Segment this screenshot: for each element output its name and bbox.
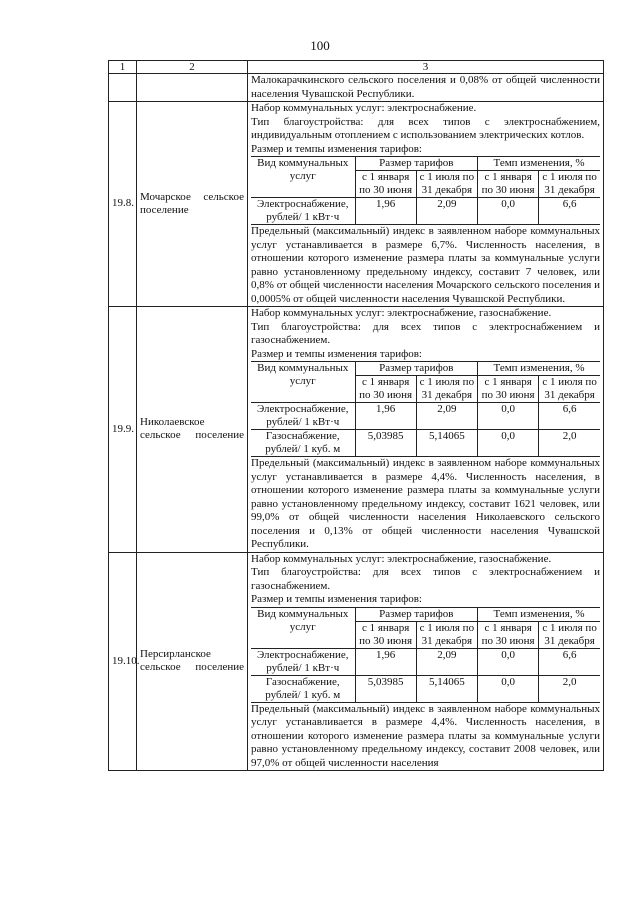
rate-value-jul: 2,0 [539,675,600,702]
settlement-name: Персирланское сельское поселение [137,552,248,771]
tariff-value-jan: 5,03985 [355,675,416,702]
index-note: Предельный (максимальный) индекс в заявленном наборе коммунальных услуг устанавливается в размере 4,4%. Численность населения, в отношении которого изменение размера платы за коммунальные услуги равно установленному предельному индексу, составит 1621 человек, или 99,0% от общей численности населения Николаевского сельского поселения и 0,13% от общей численности населения Чувашской Республики. [251,457,600,550]
tariff-head-jan: с 1 января по 30 июня [478,171,539,198]
tariff-value-jul: 5,14065 [416,430,477,457]
tariff-head-jan: с 1 января по 30 июня [478,621,539,648]
tariff-value-jul: 5,14065 [416,675,477,702]
tariff-head-rate: Темп изменения, % [478,157,601,171]
tariff-head-jan: с 1 января по 30 июня [355,621,416,648]
tariff-row [251,675,600,702]
tariff-service: Газоснабжение, рублей/ 1 куб. м [251,675,355,702]
tariff-value-jul: 2,09 [416,403,477,430]
rate-value-jul: 6,6 [539,648,600,675]
tariff-head-jul: с 1 июля по 31 декабря [416,621,477,648]
settlement-name: Николаевское сельское поселение [137,307,248,553]
table-row [109,102,604,307]
row-number: 19.10. [109,552,137,771]
continuation-text: Малокарачкинского сельского поселения и 0,08% от общей численности населения Чувашской Республики. [248,74,604,102]
rate-value-jul: 6,6 [539,198,600,225]
row-number: 19.8. [109,102,137,307]
tariff-table [251,607,600,703]
tariff-head-jul: с 1 июля по 31 декабря [539,621,600,648]
tariff-table [251,361,600,457]
page-number: 100 [310,38,330,53]
tariff-value-jan: 5,03985 [355,430,416,457]
rate-value-jan: 0,0 [478,648,539,675]
tariff-value-jan: 1,96 [355,648,416,675]
tariff-head-rate: Темп изменения, % [478,607,601,621]
tariff-table [251,156,600,225]
tariff-row [251,198,600,225]
tariff-head-service: Вид коммунальных услуг [251,157,355,198]
tariff-service: Газоснабжение, рублей/ 1 куб. м [251,430,355,457]
rate-value-jan: 0,0 [478,403,539,430]
tariff-head-size: Размер тарифов [355,362,478,376]
tariff-head-service: Вид коммунальных услуг [251,362,355,403]
tariff-head-size: Размер тарифов [355,157,478,171]
tariff-head-jul: с 1 июля по 31 декабря [416,171,477,198]
rate-value-jan: 0,0 [478,675,539,702]
tariff-row [251,648,600,675]
rate-value-jul: 6,6 [539,403,600,430]
row-content [248,307,604,553]
tariff-head-jul: с 1 июля по 31 декабря [539,376,600,403]
tariff-row [251,430,600,457]
tariff-head-jan: с 1 января по 30 июня [355,171,416,198]
rate-value-jan: 0,0 [478,198,539,225]
tariff-head-jul: с 1 июля по 31 декабря [539,171,600,198]
tariff-service: Электроснабжение, рублей/ 1 кВт·ч [251,403,355,430]
continuation-row [109,74,604,102]
index-note: Предельный (максимальный) индекс в заявленном наборе коммунальных услуг устанавливается в размере 4,4%. Численность населения, в отношении которого изменение размера платы за коммунальные услуги равно установленному предельному индексу, составит 2008 человек, или 97,0% от общей численности населения [251,702,600,769]
services-text: Набор коммунальных услуг: электроснабжение, газоснабжение. [251,307,552,319]
column-header-1: 1 [109,61,137,74]
improvement-text: Тип благоустройства: для всех типов с электроснабжением и газоснабжением. [251,320,600,346]
tariff-service: Электроснабжение, рублей/ 1 кВт·ч [251,198,355,225]
tariff-intro: Размер и темпы изменения тарифов: [251,593,422,605]
column-header-row [109,61,604,74]
tariff-row [251,403,600,430]
tariff-head-jan: с 1 января по 30 июня [478,376,539,403]
table-row [109,307,604,553]
tariff-value-jul: 2,09 [416,648,477,675]
tariff-intro: Размер и темпы изменения тарифов: [251,142,422,155]
rate-value-jul: 2,0 [539,430,600,457]
row-content [248,552,604,771]
tariff-value-jan: 1,96 [355,403,416,430]
row-content [248,102,604,307]
row-number: 19.9. [109,307,137,553]
improvement-text: Тип благоустройства: для всех типов с электроснабжением и газоснабжением. [251,566,600,592]
tariff-head-jan: с 1 января по 30 июня [355,376,416,403]
table-row [109,552,604,771]
tariff-intro: Размер и темпы изменения тарифов: [251,347,422,360]
tariff-value-jul: 2,09 [416,198,477,225]
tariff-head-rate: Темп изменения, % [478,362,601,376]
settlement-name: Мочарское сельское поселение [137,102,248,307]
tariff-head-jul: с 1 июля по 31 декабря [416,376,477,403]
tariff-head-size: Размер тарифов [355,607,478,621]
improvement-text: Тип благоустройства: для всех типов с электроснабжением, индивидуальным отоплением с использованием электрических котлов. [251,115,600,141]
settlements-table [108,60,604,771]
services-text: Набор коммунальных услуг: электроснабжение. [251,102,477,114]
rate-value-jan: 0,0 [478,430,539,457]
column-header-3: 3 [248,61,604,74]
index-note: Предельный (максимальный) индекс в заявленном наборе коммунальных услуг устанавливается в размере 6,7%. Численность населения, в отношении которого изменение размера платы за коммунальные услуги равно установленному предельному индексу, составит 7 человек, или 0,8% от общей численности населения Мочарского сельского поселения и 0,0005% от общей численности населения Чувашской Республики. [251,225,600,305]
services-text: Набор коммунальных услуг: электроснабжение, газоснабжение. [251,552,552,565]
tariff-service: Электроснабжение, рублей/ 1 кВт·ч [251,648,355,675]
column-header-2: 2 [137,61,248,74]
tariff-value-jan: 1,96 [355,198,416,225]
tariff-head-service: Вид коммунальных услуг [251,607,355,648]
